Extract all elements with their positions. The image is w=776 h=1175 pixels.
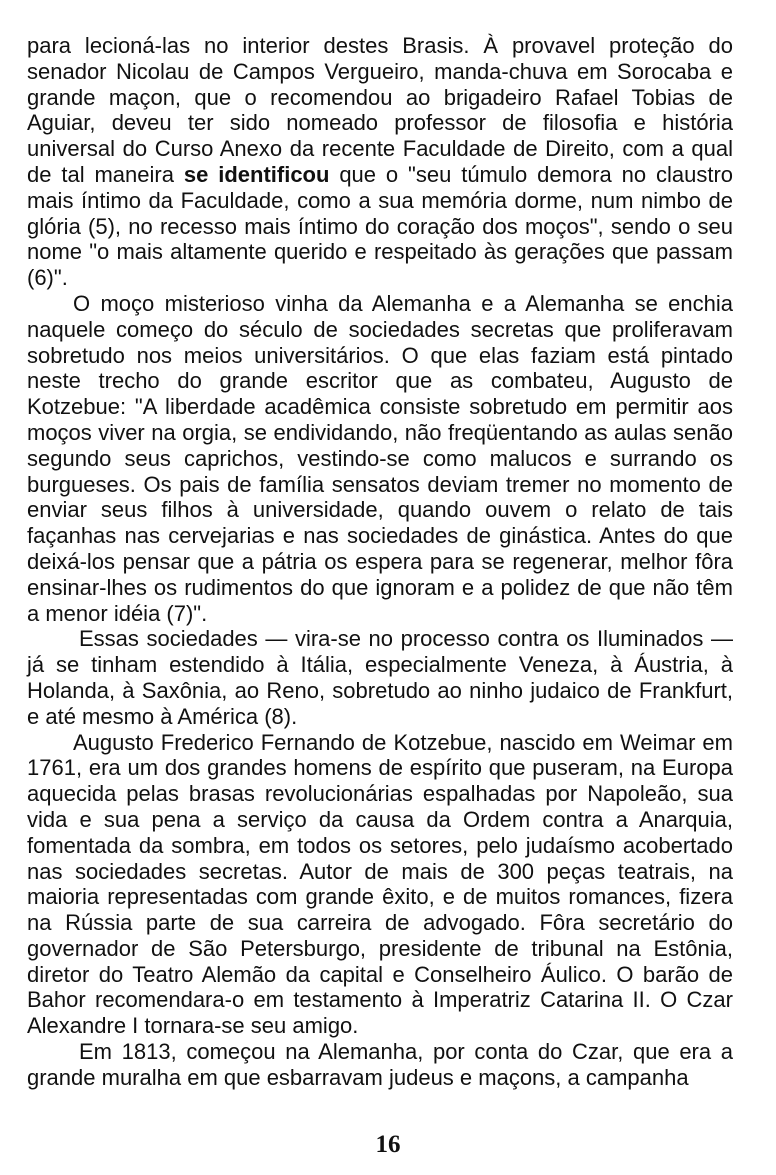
page-number: 16 bbox=[375, 1131, 401, 1158]
paragraph-1-text-end: que o "seu túmulo demora no claustro mais íntimo da Faculdade, como a sua memória dorme, num nimbo de glória (5), no recesso mais íntimo do coração dos moços", sendo o seu nome "o mais altamente querido e respeitado às gerações que passam (6)". bbox=[27, 161, 734, 291]
paragraph-1-bold-phrase: se identificou bbox=[183, 161, 330, 187]
paragraph-1 bbox=[27, 33, 733, 291]
paragraph-5: Em 1813, começou na Alemanha, por conta do Czar, que era a grande muralha em que esbarravam judeus e maçons, a campanha bbox=[27, 1039, 733, 1090]
paragraph-2: O moço misterioso vinha da Alemanha e a Alemanha se enchia naquele começo do século de sociedades secretas que proliferavam sobretudo nos meios universitários. O que elas faziam está pintado neste trecho do grande escritor que as combateu, Augusto de Kotzebue: "A liberdade acadêmica consiste sobretudo em permitir aos moços viver na orgia, se endividando, não freqüentando as aulas senão segundo seus caprichos, vestindo-se como malucos e surrando os burgueses. Os pais de família sensatos deviam tremer no momento de enviar seus filhos à universidade, quando ouvem o relato de tais façanhas nas cervejarias e nas sociedades de ginástica. Antes do que deixá-los pensar que a pátria os espera para se regenerar, melhor fôra ensinar-lhes os rudimentos do que ignoram e a polidez de que não têm a menor idéia (7)". bbox=[27, 290, 733, 626]
paragraph-1-text-start: para lecioná-las no interior destes Brasis. À provavel proteção do senador Nicolau de Campos Vergueiro, manda-chuva em Sorocaba e grande maçon, que o recomendou ao brigadeiro Rafael Tobias de Aguiar, deveu ter sido nomeado professor de filosofia e história universal do Curso Anexo da recente Faculdade de Direito, com a qual de tal maneira bbox=[27, 33, 733, 187]
paragraph-4: Augusto Frederico Fernando de Kotzebue, nascido em Weimar em 1761, era um dos grandes homens de espírito que puseram, na Europa aquecida pelas brasas revolucionárias espalhadas por Napoleão, sua vida e sua pena a serviço da causa da Ordem contra a Anarquia, fomentada da sombra, em todos os setores, pelo judaísmo acobertado nas sociedades secretas. Autor de mais de 300 peças teatrais, na maioria representadas com grande êxito, e de muitos romances, fizera na Rússia parte de sua carreira de advogado. Fôra secretário do governador de São Petersburgo, presidente de tribunal na Estônia, diretor do Teatro Alemão da capital e Conselheiro Áulico. O barão de Bahor recomendara-o em testamento à Imperatriz Catarina II. O Czar Alexandre I tornara-se seu amigo. bbox=[27, 729, 733, 1039]
paragraph-3: Essas sociedades — vira-se no processo contra os Iluminados — já se tinham estendido à Itália, especialmente Veneza, à Áustria, à Holanda, à Saxônia, ao Reno, sobretudo ao ninho judaico de Frankfurt, e até mesmo à América (8). bbox=[27, 626, 733, 729]
page-body bbox=[27, 33, 733, 1091]
